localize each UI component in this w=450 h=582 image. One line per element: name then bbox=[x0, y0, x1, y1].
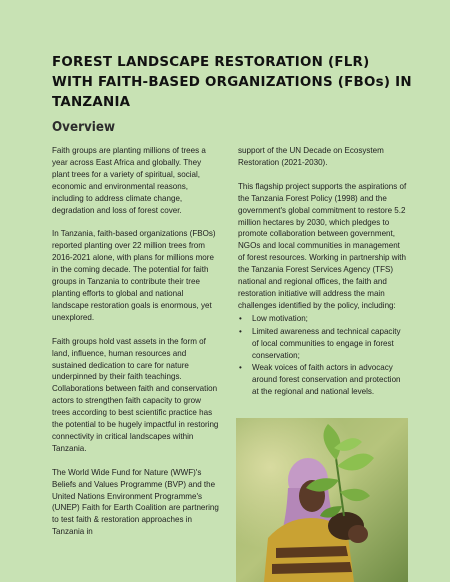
document-title bbox=[52, 53, 412, 113]
list-item-text: Weak voices of faith actors in advocacy around forest conservation and protection at the regional and national levels. bbox=[252, 363, 401, 397]
right-text-column bbox=[238, 145, 408, 399]
bullet-icon: • bbox=[239, 363, 242, 373]
left-text-column bbox=[52, 145, 220, 538]
overview-heading: Overview bbox=[52, 120, 116, 135]
paragraph: Faith groups are planting millions of trees a year across East Africa and globally. They plant trees for a variety of spiritual, social, economic and environmental reasons, including to address climate change, degradation and loss of forest cover. bbox=[52, 146, 206, 215]
title-line: FOREST LANDSCAPE RESTORATION (FLR) bbox=[52, 55, 370, 70]
seedling-photo-illustration bbox=[236, 418, 408, 582]
bullet-icon: • bbox=[239, 313, 242, 323]
paragraph: Faith groups hold vast assets in the form of land, influence, human resources and sustained dedication to care for nature underpinned by their faith teachings. Collaborations between faith and conservation actors to strengthen faith capacity to grow trees according to best scientific practice has the potential to be hugely impactful in restoring connectivity in critical landscapes within Tanzania. bbox=[52, 336, 219, 453]
paragraph: This flagship project supports the aspirations of the Tanzania Forest Policy (1998) and the government's global commitment to restore 5.2 million hectares by 2030, which pledges to promote collaboration between government, NGOs and local communities in management of forest resources. Working in partnership with the Tanzania Forest Services Agency (TFS) national and regional offices, the faith and restoration initiative will address the main challenges identified by the policy, including: bbox=[238, 181, 407, 310]
title-line: WITH FAITH-BASED ORGANIZATIONS (FBOs) IN bbox=[52, 75, 412, 90]
paragraph: The World Wide Fund for Nature (WWF)'s Beliefs and Values Programme (BVP) and the United Nations Environment Programme's (UNEP) Faith for Earth Coalition are partnering to test faith & restoration approaches in Tanzania in bbox=[52, 467, 219, 537]
challenges-list bbox=[238, 313, 408, 398]
paragraph: In Tanzania, faith-based organizations (FBOs) reported planting over 22 million trees from 2016-2021 alone, with plans for millions more in the coming decade. The potential for faith groups in Tanzania to contribute their tree planting efforts to global and national landscape restoration goals is enormous, yet unexplored. bbox=[52, 229, 216, 322]
list-item bbox=[238, 362, 408, 398]
list-item bbox=[238, 313, 408, 325]
list-item-text: Limited awareness and technical capacity of local communities to engage in forest conservation; bbox=[252, 326, 401, 360]
paragraph: support of the UN Decade on Ecosystem Restoration (2021-2030). bbox=[238, 146, 384, 167]
list-item bbox=[238, 326, 408, 362]
bullet-icon: • bbox=[239, 326, 242, 336]
title-line: TANZANIA bbox=[52, 95, 131, 110]
list-item-text: Low motivation; bbox=[252, 313, 308, 323]
seedling-photo bbox=[236, 418, 408, 582]
